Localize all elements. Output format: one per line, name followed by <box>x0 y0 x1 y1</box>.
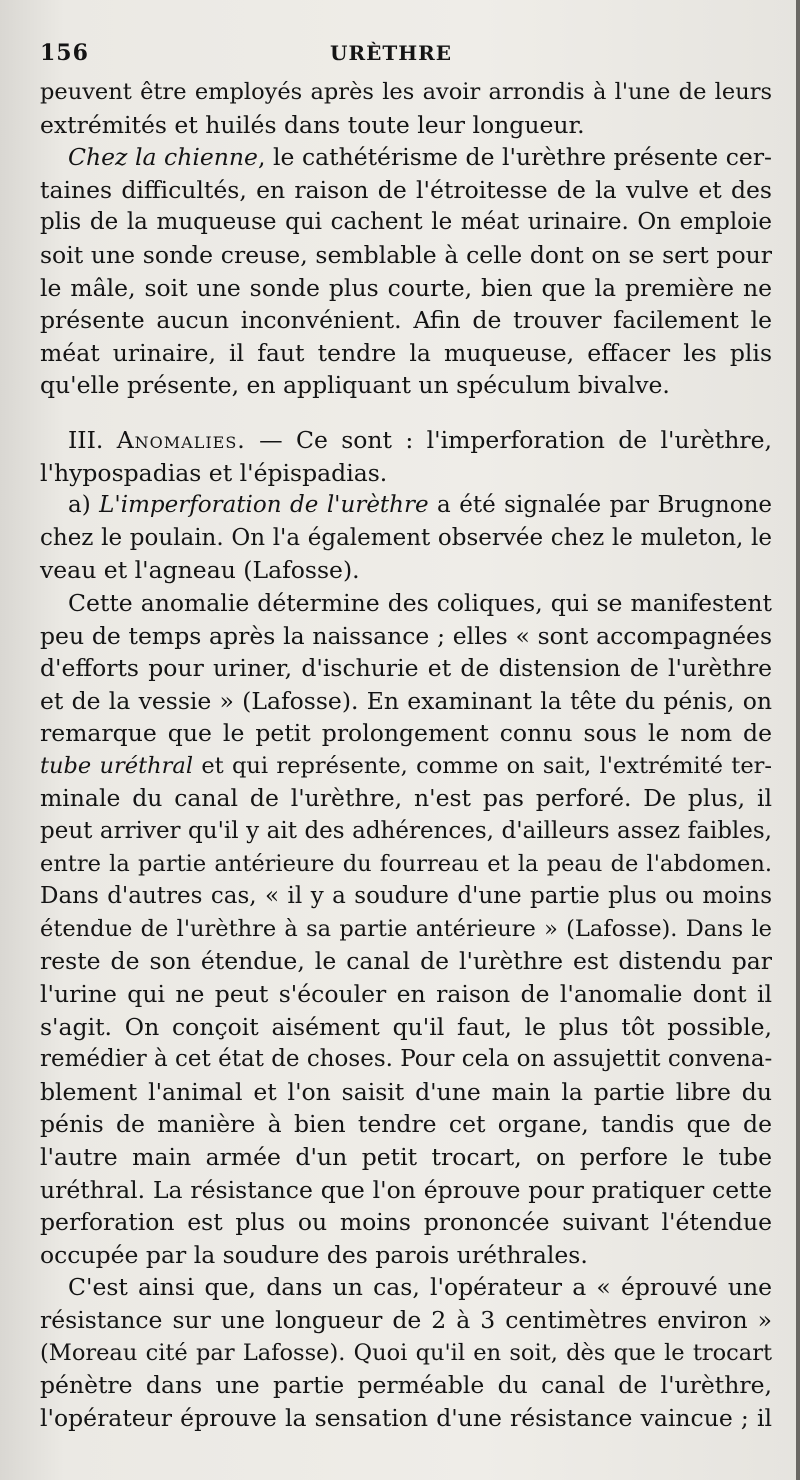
text-line: étendue de l'urèthre à sa partie antérieure » (Lafosse). Dans le <box>40 915 772 942</box>
italic-phrase: Chez la chienne <box>68 143 258 172</box>
section-anomalies <box>40 424 772 489</box>
text-line: d'efforts pour uriner, d'ischurie et de distension de l'urèthre <box>40 654 772 683</box>
text-line: veau et l'agneau (Lafosse). <box>40 556 360 585</box>
text-line: le mâle, soit une sonde plus courte, bien que la première ne <box>40 273 772 302</box>
text-line: extrémités et huilés dans toute leur longueur. <box>40 110 585 139</box>
text-line: peuvent être employés après les avoir arrondis à l'une de leurs <box>40 79 772 105</box>
text-line: tube uréthral et qui représente, comme on sait, l'extrémité ter- <box>40 752 772 779</box>
text-line: Chez la chienne, le cathétérisme de l'urèthre présente cer- <box>68 143 772 172</box>
text-line: résistance sur une longueur de 2 à 3 centimètres environ » <box>40 1305 772 1334</box>
text-line: occupée par la soudure des parois uréthrales. <box>40 1240 588 1269</box>
page-number: 156 <box>40 40 89 66</box>
italic-phrase: L'imperforation de l'urèthre <box>99 492 429 519</box>
text-line: soit une sonde creuse, semblable à celle dont on se sert pour <box>40 240 772 269</box>
list-label: a) <box>68 492 100 519</box>
text-line: chez le poulain. On l'a également observée chez le muleton, le <box>40 524 772 551</box>
text-line: uréthral. La résistance que l'on éprouve pour pratiquer cette <box>40 1175 772 1204</box>
section-heading: Anomalies. <box>116 425 246 454</box>
running-title: URÈTHRE <box>330 41 452 65</box>
text-line: peut arriver qu'il y ait des adhérences, d'ailleurs assez faibles, <box>40 818 772 845</box>
paragraph-moreau <box>40 1271 772 1434</box>
text-line: C'est ainsi que, dans un cas, l'opérateur a « éprouvé une <box>68 1273 772 1302</box>
text-line: présente aucun inconvénient. Afin de trouver facilement le <box>40 306 772 335</box>
text-line: Cette anomalie détermine des coliques, qui se manifestent <box>68 588 772 617</box>
page-header <box>40 40 772 76</box>
text-line: l'opérateur éprouve la sensation d'une résistance vaincue ; il <box>40 1403 772 1432</box>
paragraph-chienne <box>40 141 772 402</box>
text-line: entre la partie antérieure du fourreau et la peau de l'abdomen. <box>40 850 772 877</box>
section-heading-line: III. Anomalies. — Ce sont : l'imperforation de l'urèthre, <box>68 425 772 454</box>
text-line: et de la vessie » (Lafosse). En examinant la tête du pénis, on <box>40 686 772 715</box>
text-line: remarque que le petit prolongement connu sous le nom de <box>40 719 772 748</box>
text-line: Dans d'autres cas, « il y a soudure d'une partie plus ou moins <box>40 883 772 910</box>
text-line: l'hypospadias et l'épispadias. <box>40 458 388 487</box>
text-line: a) L'imperforation de l'urèthre a été signalée par Brugnone <box>68 492 773 519</box>
text-line: l'autre main armée d'un petit trocart, on perfore le tube <box>40 1143 772 1171</box>
text-line: (Moreau cité par Lafosse). Quoi qu'il en soit, dès que le trocart <box>40 1339 772 1366</box>
italic-phrase: tube uréthral <box>40 752 194 779</box>
section-gap <box>40 402 772 424</box>
text-line: qu'elle présente, en appliquant un spéculum bivalve. <box>40 371 670 400</box>
text-line: méat urinaire, il faut tendre la muqueuse, effacer les plis <box>40 338 772 367</box>
text-line: pénis de manière à bien tendre cet organe, tandis que de <box>40 1110 772 1139</box>
text-line: s'agit. On conçoit aisément qu'il faut, le plus tôt possible, <box>40 1012 772 1041</box>
text-line: l'urine qui ne peut s'écouler en raison de l'anomalie dont il <box>40 980 772 1009</box>
paragraph-continuation <box>40 76 772 141</box>
text-line: taines difficultés, en raison de l'étroitesse de la vulve et des <box>40 175 772 204</box>
text-line: remédier à cet état de choses. Pour cela on assujettit convena- <box>40 1046 773 1073</box>
text-line: perforation est plus ou moins prononcée suivant l'étendue <box>40 1208 772 1237</box>
page-edge-shadow <box>796 0 800 1480</box>
text-line: reste de son étendue, le canal de l'urèthre est distendu par <box>40 947 772 976</box>
text-line: pénètre dans une partie perméable du canal de l'urèthre, <box>40 1371 772 1400</box>
text-line: blement l'animal et l'on saisit d'une main la partie libre du <box>40 1077 772 1106</box>
text-line: peu de temps après la naissance ; elles « sont accompagnées <box>40 621 772 650</box>
text-line: minale du canal de l'urèthre, n'est pas perforé. De plus, il <box>40 784 772 813</box>
paragraph-imperforation <box>40 489 772 587</box>
section-number: III. <box>68 425 104 454</box>
text-line: plis de la muqueuse qui cachent le méat urinaire. On emploie <box>40 209 772 236</box>
paragraph-anomalie <box>40 587 772 1271</box>
